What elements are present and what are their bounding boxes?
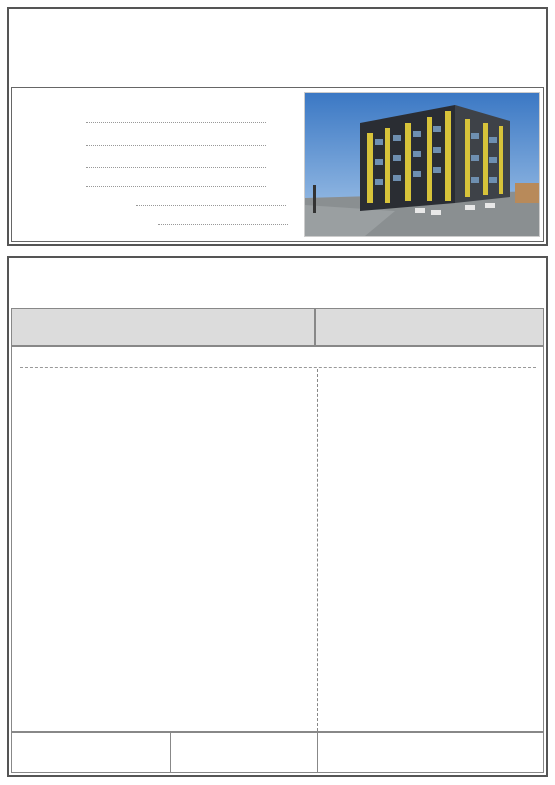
footer-divider: [170, 733, 171, 772]
dotted-line: [136, 205, 286, 206]
energy-class-chart: [11, 346, 544, 732]
energy-performance-box: [7, 256, 548, 777]
primary-energy-header: [315, 308, 544, 346]
footer-divider: [317, 733, 318, 772]
column-divider: [317, 369, 318, 731]
dotted-line: [86, 186, 266, 187]
dotted-line: [86, 122, 266, 123]
building-details: [11, 87, 544, 242]
whole-building-values: [11, 732, 544, 773]
delivered-energy-header: [11, 308, 315, 346]
dotted-line: [86, 167, 266, 168]
building-info-box: [7, 7, 548, 246]
building-photo: [304, 92, 540, 237]
building-illustration: [305, 93, 539, 236]
dashed-rule: [20, 367, 536, 368]
dotted-line: [86, 145, 266, 146]
dotted-line: [158, 224, 288, 225]
